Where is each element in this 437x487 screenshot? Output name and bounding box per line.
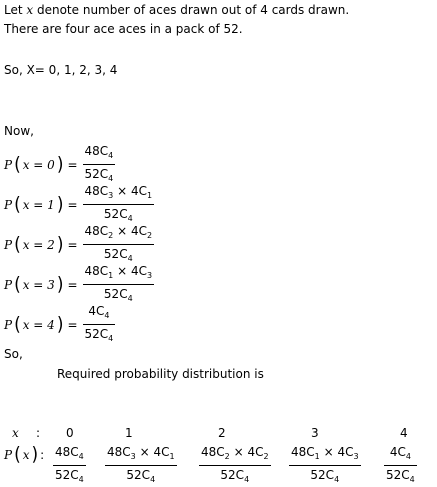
- numerator: $4C_4$: [88, 304, 110, 320]
- distribution-x-label: x: [12, 426, 19, 440]
- equals-sign: =: [67, 158, 78, 172]
- equals-sign: =: [67, 318, 78, 332]
- left-paren: (: [14, 314, 21, 336]
- denominator: $52C_4$: [103, 207, 133, 223]
- distribution-fraction-4: $4C_4$ $52C_4$: [386, 445, 415, 484]
- distribution-fraction-3: $48C_1 \times 4C_3$ $52C_4$: [291, 445, 359, 484]
- equation-condition: x = 0: [22, 158, 55, 172]
- distribution-fraction-0: $48C_4$ $52C_4$: [55, 445, 84, 484]
- fraction: [83, 144, 116, 186]
- intro-text: denote number of aces drawn out of 4 cards drawn.: [33, 3, 350, 17]
- equation-x2: [4, 224, 154, 266]
- values-of-x-line: So, X= 0, 1, 2, 3, 4: [4, 63, 118, 77]
- distribution-fraction-1: $48C_3 \times 4C_1$ $52C_4$: [107, 445, 175, 484]
- fraction: [83, 304, 116, 346]
- equation-x1: [4, 184, 154, 226]
- left-paren: (: [14, 194, 21, 216]
- distribution-value-4: 4: [400, 426, 408, 440]
- fraction: [83, 184, 155, 226]
- distribution-colon: :: [36, 426, 41, 440]
- distribution-value-3: 3: [311, 426, 319, 440]
- numerator: $48C_4$: [84, 144, 114, 160]
- right-paren: ): [56, 274, 64, 296]
- right-paren: ): [56, 154, 64, 176]
- right-paren: ): [56, 234, 64, 256]
- fraction: [83, 264, 155, 306]
- equation-condition: x = 3: [22, 278, 55, 292]
- denominator: $52C_4$: [84, 167, 114, 183]
- equals-sign: =: [67, 278, 78, 292]
- equation-x3: [4, 264, 154, 306]
- denominator: $52C_4$: [84, 327, 114, 343]
- p-symbol: P: [4, 198, 13, 212]
- p-symbol: P: [4, 318, 13, 332]
- equation-x0: [4, 144, 115, 186]
- equation-condition: x = 2: [22, 238, 55, 252]
- intro-line-1: [4, 3, 349, 17]
- p-symbol: P: [4, 158, 13, 172]
- distribution-value-2: 2: [218, 426, 226, 440]
- denominator: $52C_4$: [103, 287, 133, 303]
- variable-x: x: [26, 3, 34, 17]
- distribution-fraction-2: $48C_2 \times 4C_2$ $52C_4$: [201, 445, 269, 484]
- intro-text: Let: [4, 3, 27, 17]
- left-paren: (: [14, 154, 21, 176]
- p-symbol: P: [4, 238, 13, 252]
- intro-line-2: There are four ace aces in a pack of 52.: [4, 22, 243, 36]
- right-paren: ): [56, 314, 64, 336]
- so-heading: So,: [4, 347, 23, 361]
- distribution-p-label: P ( x ) :: [4, 444, 45, 466]
- distribution-value-1: 1: [125, 426, 133, 440]
- numerator: $48C_1 \times 4C_3$: [84, 264, 153, 280]
- right-paren: ): [56, 194, 64, 216]
- equals-sign: =: [67, 238, 78, 252]
- distribution-value-0: 0: [66, 426, 74, 440]
- now-heading: Now,: [4, 124, 34, 138]
- numerator: $48C_3 \times 4C_1$: [84, 184, 153, 200]
- equals-sign: =: [67, 198, 78, 212]
- p-symbol: P: [4, 278, 13, 292]
- required-distribution-text: Required probability distribution is: [57, 367, 264, 381]
- equation-condition: x = 1: [22, 198, 55, 212]
- numerator: $48C_2 \times 4C_2$: [84, 224, 153, 240]
- denominator: $52C_4$: [103, 247, 133, 263]
- equation-condition: x = 4: [22, 318, 55, 332]
- left-paren: (: [14, 234, 21, 256]
- equation-x4: [4, 304, 115, 346]
- fraction: [83, 224, 155, 266]
- left-paren: (: [14, 274, 21, 296]
